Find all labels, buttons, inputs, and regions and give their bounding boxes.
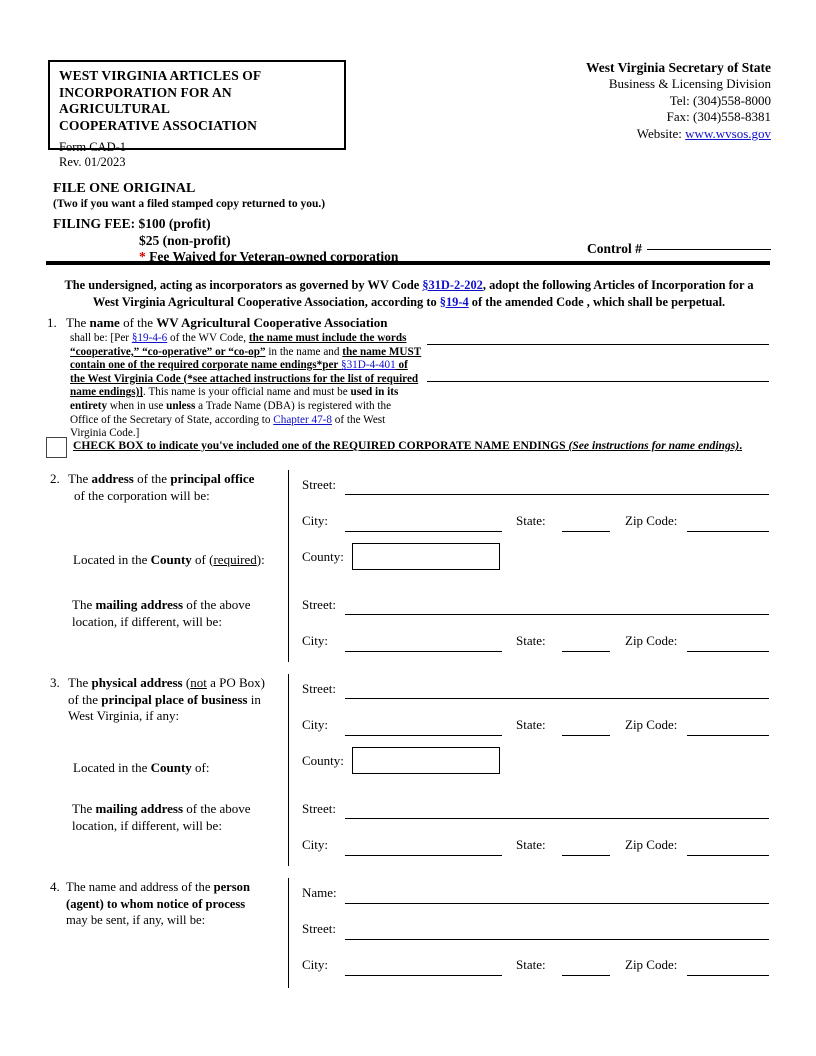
item-3-county-bold: County — [150, 760, 192, 775]
item-1-head-pre: The — [66, 315, 90, 330]
item-2-l1-b1: address — [91, 471, 134, 486]
agency-website-link[interactable]: www.wvsos.gov — [685, 125, 771, 141]
control-number-field — [587, 241, 771, 257]
agency-website-row — [441, 126, 771, 142]
item-2-mailing-city-input[interactable] — [345, 651, 502, 652]
wv-code-19-4-6-link[interactable]: §19-4-6 — [131, 332, 168, 344]
item-2-county-input[interactable] — [352, 543, 500, 570]
checkbox-normal-2: . — [739, 439, 743, 452]
item-1-body-6: of the West Virginia Code (*see attached instructions for the list of required name endings)] — [70, 359, 419, 399]
agency-name: West Virginia Secretary of State — [586, 60, 771, 75]
item-3-street-label: Street: — [302, 681, 336, 696]
item-3-state-input[interactable] — [562, 735, 610, 736]
item-3-street-input[interactable] — [345, 698, 769, 699]
item-2-zip-input[interactable] — [687, 531, 769, 532]
item-2-city-input[interactable] — [345, 531, 502, 532]
intro-text-part-3: of the amended Code , which shall be perpetual. — [468, 294, 726, 309]
item-1-body-1: shall be: [Per — [70, 332, 132, 344]
item-3-mailing-state-label: State: — [516, 837, 546, 852]
item-1-name-blank-line-1[interactable] — [427, 344, 769, 345]
item-2-county-bold: County — [150, 552, 192, 567]
wv-code-chapter-47-8-link[interactable]: Chapter 47-8 — [273, 413, 332, 426]
item-4-l1-pre: The name and address of the — [66, 880, 214, 894]
item-1-body-7: . This name is your official name and must be — [143, 386, 351, 399]
item-2-county-label — [73, 552, 323, 569]
item-2-state-input[interactable] — [562, 531, 610, 532]
intro-text-part-1: The undersigned, acting as incorporators as governed by WV Code — [64, 278, 423, 292]
agency-website-label: Website: — [636, 125, 682, 141]
item-2-county-required: required — [213, 552, 257, 567]
form-title-box — [48, 60, 346, 169]
item-1-heading — [66, 315, 416, 331]
file-one-original-heading: FILE ONE ORIGINAL — [53, 181, 196, 196]
item-3-zip-input[interactable] — [687, 735, 769, 736]
item-1-body-8: used in its entirety — [70, 386, 399, 412]
item-2-county-pre: Located in the — [73, 552, 151, 567]
agency-fax: Fax: (304)558-8381 — [666, 109, 771, 125]
item-2-label-line-1 — [68, 471, 318, 488]
item-4-city-input[interactable] — [345, 975, 502, 976]
item-4-zip-label: Zip Code: — [625, 957, 678, 972]
filing-fee-veteran: Fee Waived for Veteran-owned corporation — [149, 249, 399, 265]
item-2-mailing-street-label: Street: — [302, 597, 336, 612]
item-3-county-input[interactable] — [352, 747, 500, 774]
item-3-county-pre: Located in the — [73, 760, 151, 775]
item-4-city-label: City: — [302, 957, 329, 972]
wv-code-19-4-link[interactable]: §19-4 — [439, 294, 469, 309]
item-3-mailing-zip-input[interactable] — [687, 855, 769, 856]
form-revision: Rev. 01/2023 — [59, 155, 126, 169]
item-2-zip-label: Zip Code: — [625, 513, 678, 528]
checkbox-bold-1: CHECK BOX — [73, 439, 144, 452]
item-1-name-blank-line-2[interactable] — [427, 381, 769, 382]
item-3-mailing-street-input[interactable] — [345, 818, 769, 819]
item-3-l2-b: principal place of business — [101, 691, 248, 707]
item-3-mail-bold: mailing address — [95, 801, 183, 816]
item-3-l1-post: a PO Box) — [206, 675, 265, 690]
item-4-zip-input[interactable] — [687, 975, 769, 976]
item-2-county-field-label: County: — [302, 549, 344, 564]
item-2-mailing-label — [72, 597, 322, 630]
item-2-l1-b2: principal office — [170, 471, 255, 486]
item-3-city-label: City: — [302, 717, 329, 732]
item-3-l1-b1: physical address — [91, 675, 183, 690]
filing-fee-block — [53, 216, 398, 266]
item-1-body-11: a Trade Name (DBA) is registered with the Office of the Secretary of State, according to — [70, 399, 392, 426]
asterisk-icon: * — [139, 249, 146, 265]
agency-telephone: Tel: (304)558-8000 — [669, 92, 771, 108]
item-3-mailing-state-input[interactable] — [562, 855, 610, 856]
item-3-label-line-2 — [68, 692, 318, 709]
item-1-head-mid: of the — [119, 315, 157, 330]
item-3-label-line-3: West Virginia, if any: — [68, 708, 180, 724]
filing-fee-nonprofit: $25 (non-profit) — [139, 232, 231, 248]
form-title-line-2: INCORPORATION FOR AN AGRICULTURAL — [59, 84, 232, 116]
item-1-body-12: of the West Virginia Code.] — [70, 413, 386, 440]
header-divider-rule — [46, 261, 770, 265]
item-1-instructions — [70, 332, 422, 441]
item-2-county-end: ): — [256, 552, 265, 567]
form-number: Form CAD-1 — [59, 140, 127, 154]
item-4-name-label: Name: — [302, 885, 337, 900]
item-2-city-label: City: — [302, 513, 329, 528]
item-2-label — [68, 471, 318, 504]
item-3-mailing-line-2: location, if different, will be: — [72, 817, 222, 833]
item-1-body-9: when in use — [107, 399, 167, 412]
item-4-l2-b: (agent) to whom notice of process — [66, 896, 246, 911]
item-3-label-line-1 — [68, 675, 318, 692]
checkbox-normal-1: to indicate you've included one of the — [143, 439, 333, 452]
item-3-mailing-zip-label: Zip Code: — [625, 837, 678, 852]
filing-fee-profit-row: FILING FEE: $100 (profit) — [53, 216, 211, 231]
item-2-mailing-zip-input[interactable] — [687, 651, 769, 652]
item-3-city-input[interactable] — [345, 735, 502, 736]
checkbox-bold-2: REQUIRED CORPORATE NAME ENDINGS — [332, 439, 569, 452]
item-1-body-3: the name must include the words “cooperative,” “co-operative” or “co-op” — [70, 332, 407, 358]
item-3-label — [68, 675, 318, 725]
item-3-mailing-street-label: Street: — [302, 801, 336, 816]
item-4-number: 4. — [50, 879, 60, 894]
wv-code-31d-2-202-link[interactable]: §31D-2-202 — [422, 278, 483, 292]
item-3-county-label — [73, 760, 323, 777]
item-2-l1-pre: The — [68, 471, 92, 486]
item-3-mailing-label — [72, 801, 322, 834]
control-number-label: Control # — [587, 241, 642, 256]
item-2-l1-mid: of the — [133, 471, 171, 486]
item-3-l2-post: in — [247, 691, 261, 707]
item-4-street-label: Street: — [302, 921, 336, 936]
item-2-mail-post: of the above — [183, 597, 251, 612]
item-1-body-10: unless — [166, 399, 196, 412]
item-3-mailing-city-input[interactable] — [345, 855, 502, 856]
item-2-mailing-state-label: State: — [516, 633, 546, 648]
item-2-mail-pre: The — [72, 597, 96, 612]
checkbox-italic-note: (See instructions for name endings) — [568, 439, 740, 452]
item-4-label-line-3: may be sent, if any, will be: — [66, 913, 206, 928]
control-number-blank[interactable] — [647, 249, 771, 250]
item-3-l1-not: not — [190, 675, 207, 690]
item-1-body-5: the name MUST contain one of the required corporate name endings*per — [70, 345, 422, 372]
item-2-mailing-state-input[interactable] — [562, 651, 610, 652]
item-2-county-post: of ( — [191, 552, 214, 567]
filing-fee-label: FILING FEE — [53, 216, 131, 231]
item-3-number: 3. — [50, 675, 60, 690]
item-3-mail-post: of the above — [183, 801, 251, 816]
item-4-l1-b: person — [213, 880, 250, 894]
item-2-mailing-zip-label: Zip Code: — [625, 633, 678, 648]
wv-code-31d-4-401-link[interactable]: §31D-4-401 — [340, 359, 396, 372]
item-2-mail-bold: mailing address — [95, 597, 183, 612]
item-3-l2-pre: of the — [68, 691, 102, 707]
file-one-original-note: (Two if you want a filed stamped copy returned to you.) — [53, 198, 326, 210]
intro-paragraph — [62, 277, 756, 310]
item-4-state-input[interactable] — [562, 975, 610, 976]
intro-text-part-2: , adopt the following Articles of Incorporation for a West Virginia Agricultural Cooperative Association, according to — [92, 278, 754, 309]
item-4-name-input[interactable] — [345, 903, 769, 904]
form-title-line-1: WEST VIRGINIA ARTICLES OF — [59, 68, 262, 83]
item-4-label-line-2 — [66, 896, 316, 913]
item-3-mailing-city-label: City: — [302, 837, 329, 852]
item-4-state-label: State: — [516, 957, 546, 972]
item-2-mailing-city-label: City: — [302, 633, 329, 648]
item-3-state-label: State: — [516, 717, 546, 732]
agency-contact-block — [441, 60, 771, 142]
item-3-zip-label: Zip Code: — [625, 717, 678, 732]
form-title-line-3: COOPERATIVE ASSOCIATION — [59, 117, 257, 133]
item-3-l1-pre: The — [68, 675, 92, 690]
item-1-body-2: of the WV Code, — [167, 332, 249, 344]
item-2-number: 2. — [50, 471, 60, 486]
item-2-mailing-street-input[interactable] — [345, 614, 769, 615]
item-3-mailing-line-1 — [72, 801, 322, 818]
item-2-street-label: Street: — [302, 477, 336, 492]
agency-division: Business & Licensing Division — [608, 76, 771, 92]
item-3-county-field-label: County: — [302, 753, 344, 768]
item-3-l1-mid: ( — [182, 675, 191, 690]
item-2-mailing-line-1 — [72, 597, 322, 614]
item-1-body-4: in the name and — [265, 345, 343, 358]
item-4-street-input[interactable] — [345, 939, 769, 940]
item-1-head-bold: WV Agricultural Cooperative Association — [156, 315, 388, 330]
item-3-county-post: of: — [191, 760, 210, 775]
item-2-mailing-line-2: location, if different, will be: — [72, 613, 222, 629]
filing-fee-profit: $100 (profit) — [138, 216, 211, 231]
item-1-head-name: name — [89, 315, 120, 330]
name-ending-checkbox-label — [73, 439, 742, 453]
item-2-label-line-2: of the corporation will be: — [74, 487, 210, 503]
item-2-state-label: State: — [516, 513, 546, 528]
name-ending-checkbox[interactable] — [46, 437, 67, 458]
item-3-mail-pre: The — [72, 801, 96, 816]
item-2-street-input[interactable] — [345, 494, 769, 495]
item-4-label — [66, 879, 316, 929]
item-1-number: 1. — [47, 315, 57, 330]
item-4-label-line-1 — [66, 879, 316, 896]
